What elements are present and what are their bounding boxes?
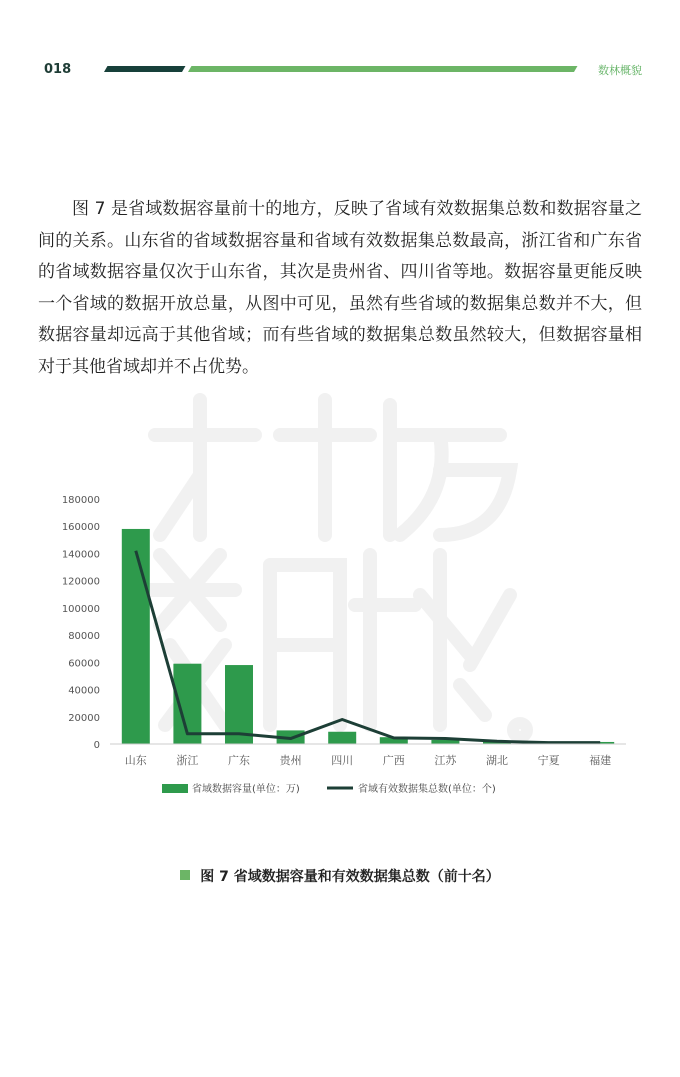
x-tick-label: 宁夏	[537, 754, 560, 767]
legend-line-label: 省域有效数据集总数(单位：个)	[358, 784, 496, 795]
legend-bar-swatch	[162, 784, 188, 793]
y-tick-label: 80000	[68, 631, 100, 643]
header-accent-bar-dark	[104, 66, 185, 72]
bar-广东	[225, 665, 253, 744]
x-tick-label: 浙江	[176, 754, 199, 767]
y-axis-ticks	[62, 495, 100, 751]
legend-bar-label: 省域数据容量(单位：万)	[192, 784, 300, 795]
bar-series	[122, 529, 614, 744]
x-tick-label: 湖北	[486, 754, 508, 767]
y-tick-label: 0	[93, 740, 100, 751]
x-tick-label: 四川	[331, 754, 354, 767]
caption-text: 图 7 省域数据容量和有效数据集总数（前十名）	[200, 869, 500, 885]
y-tick-label: 60000	[68, 658, 100, 670]
figure-caption	[0, 866, 680, 886]
legend	[162, 782, 496, 795]
body-paragraph: 图 7 是省域数据容量前十的地方，反映了省域有效数据集总数和数据容量之间的关系。山东省的省域数据容量和省域有效数据集总数最高，浙江省和广东省的省域数据容量仅次于山东省，其次是贵州省、四川省等地。数据容量更能反映一个省域的数据开放总量，从图中可见，虽然有些省域的数据集总数并不大，但数据容量却远高于其他省域；而有些省域的数据集总数虽然较大，但数据容量相对于其他省域却并不占优势。	[38, 199, 642, 377]
y-tick-label: 100000	[61, 603, 100, 615]
x-tick-label: 广西	[382, 754, 405, 767]
y-tick-label: 140000	[61, 549, 100, 561]
x-axis-ticks	[125, 753, 611, 767]
line-path	[136, 551, 600, 743]
x-tick-label: 山东	[124, 754, 147, 767]
bar-山东	[122, 529, 150, 744]
x-tick-label: 贵州	[279, 754, 302, 767]
page-number: 018	[44, 62, 72, 77]
y-tick-label: 120000	[61, 576, 100, 588]
x-tick-label: 江苏	[434, 754, 457, 767]
header-accent-bar-green	[188, 66, 577, 72]
header-brand: 数林概貌	[598, 64, 642, 77]
y-tick-label: 40000	[68, 685, 100, 697]
y-tick-label: 160000	[61, 522, 100, 534]
chart	[0, 485, 680, 815]
y-tick-label: 180000	[61, 495, 100, 506]
caption-marker-icon	[180, 870, 190, 880]
x-tick-label: 福建	[589, 754, 612, 767]
line-series	[136, 551, 600, 743]
x-tick-label: 广东	[228, 754, 250, 767]
bar-四川	[328, 732, 356, 744]
y-tick-label: 20000	[68, 712, 100, 724]
